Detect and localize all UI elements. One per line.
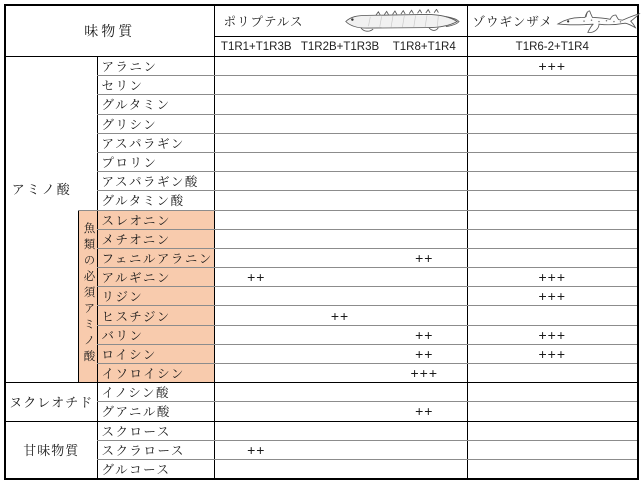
receptor-header-t1r8-t1r4: T1R8+T1R4 (382, 37, 467, 57)
value-cell (214, 210, 298, 229)
group-label-amino-acid: アミノ酸 (5, 57, 78, 383)
value-cell (298, 248, 382, 267)
value-cell (214, 76, 298, 95)
substance-cell: リジン (97, 287, 214, 306)
value-cell: ++ (382, 402, 467, 421)
substance-cell: バリン (97, 325, 214, 344)
value-cell (382, 191, 467, 210)
essential-amino-band-label: 魚類の必須アミノ酸 (82, 221, 95, 366)
substance-cell: セリン (97, 76, 214, 95)
value-cell (467, 306, 638, 325)
value-cell (214, 383, 298, 402)
spacer-cell (78, 57, 97, 211)
value-cell (467, 440, 638, 459)
substance-cell: グアニル酸 (97, 402, 214, 421)
value-cell: ++ (298, 306, 382, 325)
value-cell (467, 172, 638, 191)
value-cell (298, 440, 382, 459)
essential-amino-band (78, 210, 97, 383)
corner-header-label: 味物質 (84, 23, 136, 39)
value-cell (214, 95, 298, 114)
value-cell: +++ (467, 287, 638, 306)
substance-cell: グルタミン (97, 95, 214, 114)
value-cell (214, 421, 298, 440)
value-cell (382, 76, 467, 95)
receptor-header-t1r1-t1r3b: T1R1+T1R3B (214, 37, 298, 57)
group-label-sweet-substance: 甘味物質 (23, 443, 80, 459)
value-cell: +++ (382, 364, 467, 383)
value-cell (298, 421, 382, 440)
receptor-header-t1r2b-t1r3b: T1R2B+T1R3B (298, 37, 382, 57)
value-cell (382, 287, 467, 306)
value-cell: +++ (467, 268, 638, 287)
substance-cell: プロリン (97, 152, 214, 171)
value-cell (382, 383, 467, 402)
value-cell (467, 114, 638, 133)
substance-cell: スクロース (97, 421, 214, 440)
substance-cell: アスパラギン酸 (97, 172, 214, 191)
value-cell (382, 152, 467, 171)
value-cell (467, 229, 638, 248)
elephant-shark-fish-icon (556, 8, 641, 39)
value-cell (382, 114, 467, 133)
value-cell (298, 287, 382, 306)
value-cell (214, 172, 298, 191)
value-cell (467, 133, 638, 152)
value-cell (382, 57, 467, 76)
value-cell (467, 152, 638, 171)
value-cell: ++ (214, 268, 298, 287)
value-cell (467, 95, 638, 114)
polypterus-fish-icon (342, 9, 460, 34)
value-cell (467, 248, 638, 267)
value-cell (214, 344, 298, 363)
value-cell (214, 191, 298, 210)
value-cell: +++ (467, 344, 638, 363)
substance-cell: ロイシン (97, 344, 214, 363)
value-cell (214, 229, 298, 248)
substance-cell: イノシン酸 (97, 383, 214, 402)
value-cell (467, 459, 638, 479)
value-cell (214, 306, 298, 325)
value-cell (298, 172, 382, 191)
substance-cell: イソロイシン (97, 364, 214, 383)
value-cell (214, 57, 298, 76)
value-cell (298, 344, 382, 363)
value-cell (298, 210, 382, 229)
value-cell (298, 402, 382, 421)
value-cell (467, 76, 638, 95)
value-cell (298, 364, 382, 383)
value-cell (298, 152, 382, 171)
value-cell (382, 421, 467, 440)
value-cell (298, 133, 382, 152)
value-cell (467, 402, 638, 421)
substance-cell: グルコース (97, 459, 214, 479)
value-cell (298, 229, 382, 248)
substance-cell: スクラロース (97, 440, 214, 459)
value-cell (382, 440, 467, 459)
value-cell (214, 364, 298, 383)
value-cell (214, 402, 298, 421)
value-cell (298, 383, 382, 402)
value-cell (382, 172, 467, 191)
value-cell (298, 268, 382, 287)
substance-cell: グルタミン酸 (97, 191, 214, 210)
value-cell (214, 325, 298, 344)
value-cell (298, 114, 382, 133)
value-cell (298, 76, 382, 95)
value-cell (467, 210, 638, 229)
value-cell (382, 306, 467, 325)
receptor-response-table (4, 4, 639, 480)
corner-header-taste-substance (5, 5, 214, 57)
substance-cell: フェニルアラニン (97, 248, 214, 267)
elephant-shark-name: ゾウギンザメ (472, 15, 553, 29)
value-cell: +++ (467, 325, 638, 344)
substance-cell: アスパラギン (97, 133, 214, 152)
substance-cell: ヒスチジン (97, 306, 214, 325)
value-cell: ++ (382, 344, 467, 363)
species-header-polypterus (214, 5, 467, 37)
value-cell (298, 459, 382, 479)
value-cell (298, 191, 382, 210)
value-cell (382, 95, 467, 114)
value-cell (382, 133, 467, 152)
species-header-elephant-shark (467, 5, 638, 37)
value-cell (214, 114, 298, 133)
substance-cell: スレオニン (97, 210, 214, 229)
value-cell: ++ (214, 440, 298, 459)
value-cell (214, 287, 298, 306)
value-cell: ++ (382, 248, 467, 267)
value-cell (467, 383, 638, 402)
substance-cell: アラニン (97, 57, 214, 76)
value-cell (298, 95, 382, 114)
value-cell (214, 152, 298, 171)
value-cell (467, 421, 638, 440)
value-cell (467, 364, 638, 383)
value-cell: ++ (382, 325, 467, 344)
value-cell: +++ (467, 57, 638, 76)
value-cell (382, 229, 467, 248)
value-cell (298, 57, 382, 76)
value-cell (214, 133, 298, 152)
group-label-nucleotide: ヌクレオチド (5, 383, 97, 421)
value-cell (298, 325, 382, 344)
value-cell (214, 459, 298, 479)
value-cell (382, 459, 467, 479)
value-cell (214, 248, 298, 267)
value-cell (382, 210, 467, 229)
substance-cell: アルギニン (97, 268, 214, 287)
substance-cell: グリシン (97, 114, 214, 133)
receptor-header-t1r6-2-t1r4: T1R6-2+T1R4 (467, 37, 638, 57)
substance-cell: メチオニン (97, 229, 214, 248)
value-cell (382, 268, 467, 287)
polypterus-name: ポリプテルス (223, 15, 304, 29)
value-cell (467, 191, 638, 210)
